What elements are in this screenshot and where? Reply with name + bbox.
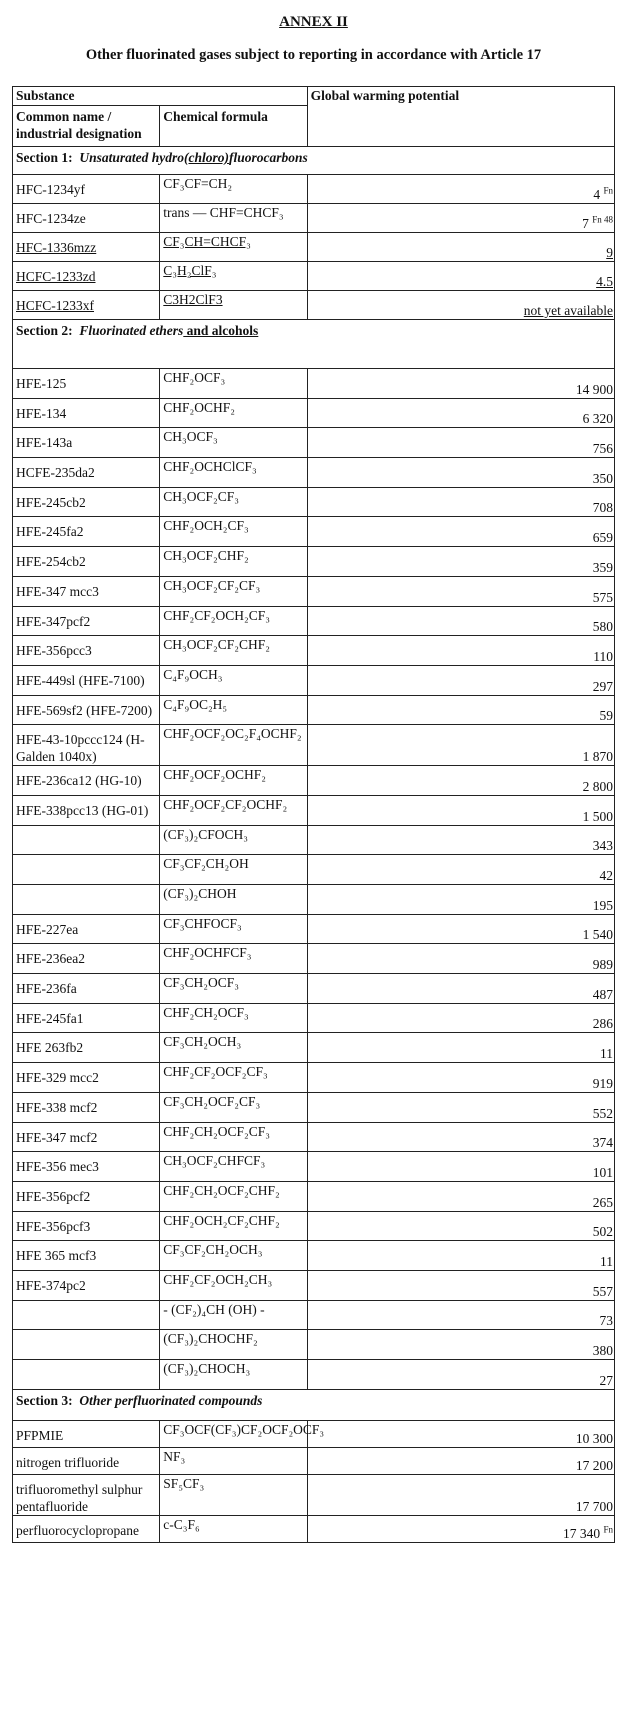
- section1-title: [13, 147, 615, 175]
- gwp-cell: [307, 1033, 614, 1063]
- gwp-value: 17 200: [575, 1457, 613, 1473]
- gwp-cell: [307, 204, 614, 233]
- chemical-formula-cell: CH₃OCF₂CHF₂: [160, 547, 307, 577]
- gwp-value: 1 540: [582, 927, 613, 943]
- section3-label: Section 3:: [16, 1392, 73, 1408]
- gwp-value: 919: [592, 1075, 613, 1091]
- gwp-value: 380: [592, 1343, 613, 1358]
- gwp-value: 265: [592, 1194, 613, 1210]
- common-name-cell: HFE-143a: [13, 428, 160, 458]
- gwp-cell: [307, 1211, 614, 1241]
- gwp-cell: [307, 1092, 614, 1122]
- section1-title-a: Unsaturated hydro: [79, 150, 185, 165]
- gwp-value: 73: [599, 1313, 613, 1329]
- gwp-value: 659: [592, 530, 613, 546]
- gwp-value: 7: [582, 216, 589, 231]
- chemical-formula-cell: CF₃CH₂OCH₃: [160, 1033, 307, 1063]
- gwp-value: 2 800: [582, 778, 613, 794]
- header-substance: Substance: [13, 87, 308, 106]
- table-row: [13, 665, 615, 695]
- chemical-formula-cell: CHF₂OCF₃: [160, 369, 307, 399]
- chemical-formula-cell: CHF₂OCF₂OCHF₂: [160, 766, 307, 796]
- chemical-formula-cell: SF₅CF₃: [160, 1474, 307, 1515]
- chemical-formula-cell: CHF₂OCH₂CF₃: [160, 517, 307, 547]
- chemical-formula-cell: C₄F₉OC₂H₅: [160, 695, 307, 725]
- table-row: [13, 1181, 615, 1211]
- table-row: [13, 398, 615, 428]
- common-name-cell: HFE-43-10pccc124 (H-Galden 1040x): [13, 725, 160, 766]
- gwp-value: 708: [592, 500, 613, 516]
- section1-title-b: (chloro): [184, 150, 230, 165]
- gwp-cell: [307, 517, 614, 547]
- table-row: [13, 1515, 615, 1542]
- gwp-cell: [307, 1152, 614, 1182]
- gwp-value: 297: [592, 678, 613, 694]
- gwp-value: 756: [592, 441, 613, 457]
- table-row: [13, 291, 615, 320]
- gwp-value: 59: [599, 708, 613, 724]
- gwp-cell: [307, 606, 614, 636]
- section1-label: Section 1:: [16, 150, 73, 165]
- gwp-cell: [307, 1300, 614, 1330]
- footnote-marker: Fn: [603, 185, 613, 196]
- gwp-cell: [307, 428, 614, 458]
- gwp-value: 1 500: [582, 808, 613, 824]
- table-row: [13, 885, 615, 915]
- gwp-cell: [307, 885, 614, 915]
- common-name-cell: [13, 885, 160, 915]
- table-row: [13, 1474, 615, 1515]
- table-row: [13, 825, 615, 855]
- gwp-value: 557: [592, 1283, 613, 1299]
- gwp-cell: [307, 487, 614, 517]
- table-row: [13, 636, 615, 666]
- common-name-cell: HFC-1234yf: [13, 175, 160, 204]
- gwp-cell: [307, 1181, 614, 1211]
- common-name-cell: HFE-347pcf2: [13, 606, 160, 636]
- chemical-formula-cell: CH₃OCF₂CF₂CF₃: [160, 576, 307, 606]
- common-name-cell: HFE-347 mcc3: [13, 576, 160, 606]
- common-name-cell: HFE-236fa: [13, 974, 160, 1004]
- gwp-cell: [307, 1063, 614, 1093]
- gwp-cell: [307, 1474, 614, 1515]
- common-name-cell: [13, 855, 160, 885]
- gwp-cell: [307, 1360, 614, 1390]
- chemical-formula-cell: (CF₃)₂CFOCH₃: [160, 825, 307, 855]
- table-row: [13, 695, 615, 725]
- section1-header-row: [13, 147, 615, 175]
- gwp-value: 575: [592, 589, 613, 605]
- table-row: [13, 914, 615, 944]
- chemical-formula-cell: CHF₂CH₂OCF₂CF₃: [160, 1122, 307, 1152]
- chemical-formula-cell: CHF₂CF₂OCF₂CF₃: [160, 1063, 307, 1093]
- common-name-cell: HFE-245cb2: [13, 487, 160, 517]
- common-name-cell: HCFC-1233xf: [13, 291, 160, 320]
- section-title: [13, 320, 615, 369]
- chemical-formula-cell: - (CF₂)₄CH (OH) -: [160, 1300, 307, 1330]
- section-title: [13, 1389, 615, 1420]
- table-row: [13, 1360, 615, 1390]
- table-row: [13, 233, 615, 262]
- gwp-cell: [307, 725, 614, 766]
- common-name-cell: HFE-356pcf2: [13, 1181, 160, 1211]
- table-row: [13, 517, 615, 547]
- gwp-value: 359: [592, 559, 613, 575]
- common-name-cell: HFE-227ea: [13, 914, 160, 944]
- common-name-cell: HFE-329 mcc2: [13, 1063, 160, 1093]
- chemical-formula-cell: CF₃CH=CHCF₃: [160, 233, 307, 262]
- common-name-cell: HFE-347 mcf2: [13, 1122, 160, 1152]
- gwp-value: 11: [600, 1046, 613, 1062]
- gwp-value: 552: [592, 1105, 613, 1121]
- table-row: [13, 725, 615, 766]
- chemical-formula-cell: CH₃OCF₂CF₃: [160, 487, 307, 517]
- table-row: [13, 1447, 615, 1474]
- gwp-cell: [307, 795, 614, 825]
- chemical-formula-cell: CHF₂OCF₂OC₂F₄OCHF₂: [160, 725, 307, 766]
- gwp-cell: [307, 1447, 614, 1474]
- section2-title-a: Fluorinated ethers: [79, 323, 184, 338]
- gwp-value: 4: [593, 187, 601, 202]
- chemical-formula-cell: C3H2ClF3: [160, 291, 307, 320]
- gwp-value: 580: [592, 619, 613, 635]
- chemical-formula-cell: CH₃OCF₂CF₂CHF₂: [160, 636, 307, 666]
- annex-subtitle: Other fluorinated gases subject to reporting in accordance with Article 17: [85, 47, 542, 63]
- gwp-cell: [307, 369, 614, 399]
- gwp-cell: [307, 636, 614, 666]
- gwp-cell: [307, 291, 614, 320]
- common-name-cell: HFE-134: [13, 398, 160, 428]
- common-name-cell: HFE-236ca12 (HG-10): [13, 766, 160, 796]
- table-row: [13, 766, 615, 796]
- footnote-marker: Fn: [603, 1524, 613, 1535]
- table-row: [13, 487, 615, 517]
- chemical-formula-cell: C₄F₉OCH₃: [160, 665, 307, 695]
- gwp-value: 487: [592, 986, 613, 1002]
- gwp-cell: [307, 1515, 614, 1542]
- chemical-formula-cell: CHF₂CF₂OCH₂CF₃: [160, 606, 307, 636]
- common-name-cell: HFE-374pc2: [13, 1270, 160, 1300]
- common-name-cell: [13, 1360, 160, 1390]
- gwp-cell: [307, 766, 614, 796]
- common-name-cell: perfluorocyclopropane: [13, 1515, 160, 1542]
- gwp-value: 42: [599, 868, 613, 883]
- header-chemical-formula: Chemical formula: [160, 106, 307, 147]
- chemical-formula-cell: CF₃CH₂OCF₃: [160, 974, 307, 1004]
- common-name-cell: HFE-338 mcf2: [13, 1092, 160, 1122]
- common-name-cell: HFE-356pcc3: [13, 636, 160, 666]
- common-name-cell: HFE 365 mcf3: [13, 1241, 160, 1271]
- table-row: [13, 1241, 615, 1271]
- chemical-formula-cell: (CF₃)₂CHOH: [160, 885, 307, 915]
- table-row: [13, 262, 615, 291]
- chemical-formula-cell: (CF₃)₂CHOCH₃: [160, 1360, 307, 1390]
- table-row: [13, 1330, 615, 1360]
- common-name-cell: HCFC-1233zd: [13, 262, 160, 291]
- table-row: [13, 1152, 615, 1182]
- table-row: [13, 1092, 615, 1122]
- section2-title-b: and alcohols: [183, 323, 259, 338]
- table-row: [13, 369, 615, 399]
- common-name-cell: HFE-125: [13, 369, 160, 399]
- chemical-formula-cell: CHF₂OCH₂CF₂CHF₂: [160, 1211, 307, 1241]
- gwp-cell: [307, 825, 614, 855]
- gwp-value: 101: [592, 1164, 613, 1180]
- chemical-formula-cell: CF₃CHFOCF₃: [160, 914, 307, 944]
- section3-title: Other perfluorinated compounds: [79, 1392, 263, 1408]
- chemical-formula-cell: CHF₂OCHClCF₃: [160, 458, 307, 488]
- gwp-value: 11: [600, 1253, 613, 1269]
- gwp-value: 10 300: [575, 1430, 613, 1446]
- chemical-formula-cell: CF₃OCF(CF₃)CF₂OCF₂OCF₃: [160, 1420, 307, 1447]
- table-row: [13, 547, 615, 577]
- common-name-cell: trifluoromethyl sulphur pentafluoride: [13, 1474, 160, 1515]
- common-name-cell: [13, 1330, 160, 1360]
- chemical-formula-cell: CHF₂OCF₂CF₂OCHF₂: [160, 795, 307, 825]
- gwp-cell: [307, 944, 614, 974]
- section1-title-c: fluorocarbons: [229, 150, 308, 165]
- chemical-formula-cell: (CF₃)₂CHOCHF₂: [160, 1330, 307, 1360]
- header-common-name: Common name / industrial designation: [13, 106, 160, 147]
- gwp-value: 6 320: [582, 411, 613, 427]
- table-row: [13, 795, 615, 825]
- gwp-cell: [307, 576, 614, 606]
- table-row: [13, 1270, 615, 1300]
- table-row: [13, 1420, 615, 1447]
- gwp-value: 9: [606, 245, 613, 260]
- chemical-formula-cell: CF₃CF=CH₂: [160, 175, 307, 204]
- gwp-value: 14 900: [575, 381, 613, 397]
- table-row: [13, 428, 615, 458]
- common-name-cell: nitrogen trifluoride: [13, 1447, 160, 1474]
- table-row: [13, 1003, 615, 1033]
- common-name-cell: HFE-236ea2: [13, 944, 160, 974]
- gwp-cell: [307, 262, 614, 291]
- common-name-cell: HFC-1234ze: [13, 204, 160, 233]
- gwp-value: 17 340: [562, 1525, 601, 1541]
- common-name-cell: PFPMIE: [13, 1420, 160, 1447]
- gwp-value: 17 700: [575, 1498, 613, 1514]
- table-row: [13, 1300, 615, 1330]
- table-row: [13, 1211, 615, 1241]
- table-row: [13, 944, 615, 974]
- chemical-formula-cell: CHF₂OCHFCF₃: [160, 944, 307, 974]
- chemical-formula-cell: CHF₂CF₂OCH₂CH₃: [160, 1270, 307, 1300]
- common-name-cell: HFE 263fb2: [13, 1033, 160, 1063]
- footnote-marker: Fn 48: [592, 214, 613, 225]
- gwp-value: 110: [593, 648, 613, 664]
- common-name-cell: [13, 825, 160, 855]
- gwp-value: 374: [592, 1135, 613, 1151]
- gwp-value: 4.5: [596, 274, 613, 289]
- section-header-row: [13, 1389, 615, 1420]
- gwp-value: 989: [592, 957, 613, 973]
- gwp-cell: [307, 547, 614, 577]
- gwp-cell: [307, 974, 614, 1004]
- gwp-cell: [307, 175, 614, 204]
- common-name-cell: HFC-1336mzz: [13, 233, 160, 262]
- gwp-cell: [307, 855, 614, 885]
- chemical-formula-cell: C₃H₂ClF₃: [160, 262, 307, 291]
- table-row: [13, 576, 615, 606]
- gwp-value: 27: [599, 1372, 613, 1388]
- gwp-cell: [307, 1241, 614, 1271]
- chemical-formula-cell: NF₃: [160, 1447, 307, 1474]
- section2-label: Section 2:: [16, 323, 73, 338]
- gwp-cell: [307, 1003, 614, 1033]
- chemical-formula-cell: CF₃CF₂CH₂OCH₃: [160, 1241, 307, 1271]
- gwp-cell: [307, 458, 614, 488]
- table-row: [13, 175, 615, 204]
- chemical-formula-cell: CHF₂CH₂OCF₃: [160, 1003, 307, 1033]
- table-row: [13, 1122, 615, 1152]
- table-row: [13, 204, 615, 233]
- common-name-cell: [13, 1300, 160, 1330]
- common-name-cell: HFE-356pcf3: [13, 1211, 160, 1241]
- common-name-cell: HFE-338pcc13 (HG-01): [13, 795, 160, 825]
- common-name-cell: HFE-356 mec3: [13, 1152, 160, 1182]
- table-row: [13, 1033, 615, 1063]
- chemical-formula-cell: trans — CHF=CHCF₃: [160, 204, 307, 233]
- chemical-formula-cell: CHF₂CH₂OCF₂CHF₂: [160, 1181, 307, 1211]
- common-name-cell: HFE-449sl (HFE-7100): [13, 665, 160, 695]
- section-header-row: [13, 320, 615, 369]
- gwp-value: 502: [592, 1224, 613, 1240]
- chemical-formula-cell: CF₃CF₂CH₂OH: [160, 855, 307, 885]
- gwp-cell: [307, 695, 614, 725]
- gwp-value: 343: [592, 838, 613, 854]
- table-row: [13, 974, 615, 1004]
- table-row: [13, 1063, 615, 1093]
- gwp-value: not yet available: [523, 303, 613, 318]
- gwp-cell: [307, 233, 614, 262]
- gwp-value: 195: [592, 897, 613, 913]
- gwp-value: 1 870: [582, 749, 613, 765]
- gwp-cell: [307, 665, 614, 695]
- chemical-formula-cell: CHF₂OCHF₂: [160, 398, 307, 428]
- header-gwp: Global warming potential: [307, 87, 614, 147]
- header-row-substance: [13, 87, 615, 106]
- table-row: [13, 606, 615, 636]
- table-row: [13, 458, 615, 488]
- chemical-formula-cell: CH₃OCF₃: [160, 428, 307, 458]
- gwp-value: 350: [592, 470, 613, 486]
- annex-title: ANNEX II: [279, 14, 348, 30]
- gwp-cell: [307, 1122, 614, 1152]
- gwp-cell: [307, 398, 614, 428]
- gwp-cell: [307, 1270, 614, 1300]
- table-row: [13, 855, 615, 885]
- common-name-cell: HFE-245fa1: [13, 1003, 160, 1033]
- chemical-formula-cell: CH₃OCF₂CHFCF₃: [160, 1152, 307, 1182]
- gwp-value: 286: [592, 1016, 613, 1032]
- gases-table: [12, 86, 615, 1543]
- common-name-cell: HFE-569sf2 (HFE-7200): [13, 695, 160, 725]
- chemical-formula-cell: c-C₃F₆: [160, 1515, 307, 1542]
- common-name-cell: HCFE-235da2: [13, 458, 160, 488]
- gwp-cell: [307, 1330, 614, 1360]
- gwp-cell: [307, 914, 614, 944]
- common-name-cell: HFE-245fa2: [13, 517, 160, 547]
- chemical-formula-cell: CF₃CH₂OCF₂CF₃: [160, 1092, 307, 1122]
- gwp-cell: [307, 1420, 614, 1447]
- common-name-cell: HFE-254cb2: [13, 547, 160, 577]
